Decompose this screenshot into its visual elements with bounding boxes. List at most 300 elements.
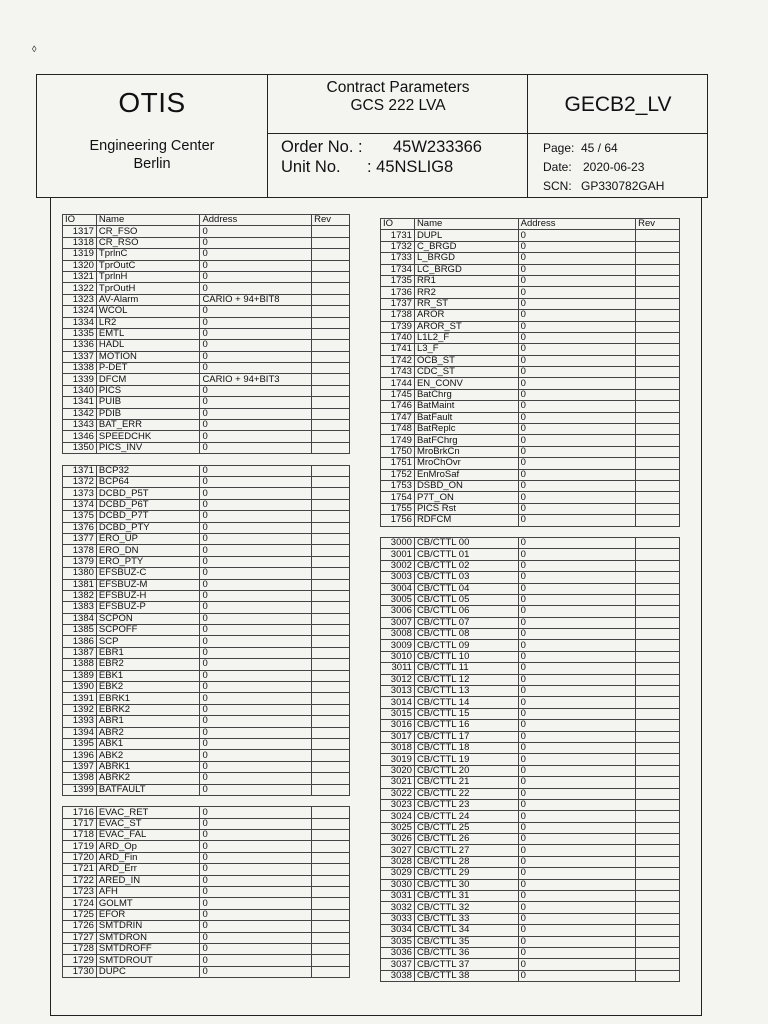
- io-cell: 3037: [381, 959, 415, 970]
- address-cell: 0: [518, 731, 635, 742]
- name-cell: CB/CTTL 06: [414, 606, 518, 617]
- name-cell: L1L2_F: [414, 332, 518, 343]
- address-cell: 0: [518, 674, 635, 685]
- table-row: [381, 401, 680, 412]
- io-cell: 3034: [381, 925, 415, 936]
- rev-cell: [312, 921, 350, 932]
- io-cell: 3002: [381, 560, 415, 571]
- name-cell: ARED_IN: [96, 875, 200, 886]
- table-row: [381, 515, 680, 526]
- address-cell: 0: [518, 480, 635, 491]
- name-cell: CB/CTTL 13: [414, 686, 518, 697]
- table-row: [63, 852, 350, 863]
- name-cell: AFH: [96, 887, 200, 898]
- rev-cell: [636, 799, 680, 810]
- table-row: [381, 697, 680, 708]
- rev-cell: [636, 355, 680, 366]
- rev-cell: [636, 640, 680, 651]
- name-cell: EBRK2: [96, 704, 200, 715]
- name-cell: CB/CTTL 31: [414, 891, 518, 902]
- rev-cell: [312, 579, 350, 590]
- io-cell: 1727: [63, 932, 97, 943]
- table-row: [63, 237, 350, 248]
- address-cell: 0: [200, 636, 312, 647]
- unit-value: : 45NSLIG8: [367, 158, 454, 176]
- io-cell: 3021: [381, 777, 415, 788]
- io-cell: 3014: [381, 697, 415, 708]
- rev-cell: [636, 435, 680, 446]
- name-cell: WCOL: [96, 306, 200, 317]
- name-cell: CB/CTTL 03: [414, 572, 518, 583]
- io-cell: 1390: [63, 682, 97, 693]
- name-cell: MroChOvr: [414, 458, 518, 469]
- rev-cell: [636, 742, 680, 753]
- io-cell: 1381: [63, 579, 97, 590]
- io-cell: 1319: [63, 249, 97, 260]
- name-cell: DCBD_P6T: [96, 499, 200, 510]
- rev-cell: [636, 298, 680, 309]
- name-cell: LR2: [96, 317, 200, 328]
- table-row: [381, 936, 680, 947]
- table-row: [63, 898, 350, 909]
- page-value: 45 / 64: [581, 141, 618, 155]
- name-cell: AROR_ST: [414, 321, 518, 332]
- address-cell: 0: [518, 640, 635, 651]
- address-cell: 0: [518, 970, 635, 981]
- table-row: [63, 784, 350, 795]
- rev-cell: [636, 663, 680, 674]
- name-cell: BCP32: [96, 465, 200, 476]
- address-cell: 0: [518, 868, 635, 879]
- table-row: [381, 469, 680, 480]
- table-row: [63, 807, 350, 818]
- io-cell: 1337: [63, 351, 97, 362]
- name-cell: ABR1: [96, 716, 200, 727]
- address-cell: 0: [200, 784, 312, 795]
- table-row: [63, 385, 350, 396]
- table-row: [63, 750, 350, 761]
- address-cell: 0: [518, 788, 635, 799]
- name-cell: SMTDROUT: [96, 955, 200, 966]
- table-row: [381, 503, 680, 514]
- address-cell: 0: [518, 822, 635, 833]
- io-cell: 3015: [381, 708, 415, 719]
- address-cell: 0: [518, 435, 635, 446]
- name-cell: CB/CTTL 01: [414, 549, 518, 560]
- io-cell: 3028: [381, 856, 415, 867]
- rev-cell: [636, 686, 680, 697]
- rev-cell: [636, 868, 680, 879]
- name-cell: L3_F: [414, 344, 518, 355]
- brand-logo: OTIS: [118, 87, 186, 118]
- name-cell: ABK1: [96, 738, 200, 749]
- rev-cell: [636, 378, 680, 389]
- io-cell: 1372: [63, 476, 97, 487]
- name-cell: CB/CTTL 28: [414, 856, 518, 867]
- io-cell: 1719: [63, 841, 97, 852]
- io-cell: 1750: [381, 446, 415, 457]
- rev-cell: [312, 761, 350, 772]
- io-cell: 1398: [63, 773, 97, 784]
- name-cell: EN_CONV: [414, 378, 518, 389]
- name-cell: EBK1: [96, 670, 200, 681]
- address-cell: [518, 526, 635, 537]
- address-cell: 0: [518, 583, 635, 594]
- address-cell: 0: [518, 936, 635, 947]
- name-cell: EBK2: [96, 682, 200, 693]
- io-cell: 1743: [381, 367, 415, 378]
- name-cell: TprlnH: [96, 271, 200, 282]
- rev-cell: [312, 727, 350, 738]
- rev-cell: [312, 363, 350, 374]
- name-cell: CB/CTTL 04: [414, 583, 518, 594]
- rev-cell: [636, 446, 680, 457]
- io-cell: 3032: [381, 902, 415, 913]
- table-row: [63, 966, 350, 977]
- table-row: [381, 891, 680, 902]
- address-cell: 0: [518, 344, 635, 355]
- address-cell: 0: [200, 830, 312, 841]
- io-cell: 1387: [63, 647, 97, 658]
- address-cell: CARIO + 94+BIT3: [200, 374, 312, 385]
- name-cell: CB/CTTL 32: [414, 902, 518, 913]
- io-cell: 1321: [63, 271, 97, 282]
- io-cell: 1734: [381, 264, 415, 275]
- address-cell: 0: [200, 898, 312, 909]
- rev-cell: [312, 488, 350, 499]
- address-cell: 0: [518, 549, 635, 560]
- rev-cell: [312, 670, 350, 681]
- order-value: 45W233366: [393, 138, 482, 156]
- rev-cell: [636, 503, 680, 514]
- rev-cell: [312, 875, 350, 886]
- rev-cell: [312, 636, 350, 647]
- table-row: [63, 511, 350, 522]
- rev-cell: [636, 412, 680, 423]
- io-cell: 1391: [63, 693, 97, 704]
- table-row: [63, 955, 350, 966]
- io-cell: 1318: [63, 237, 97, 248]
- io-cell: [63, 454, 97, 465]
- rev-cell: [312, 545, 350, 556]
- table-row: [381, 913, 680, 924]
- rev-cell: [636, 594, 680, 605]
- table-row: [381, 754, 680, 765]
- name-cell: MOTION: [96, 351, 200, 362]
- io-cell: 1748: [381, 424, 415, 435]
- address-cell: 0: [200, 545, 312, 556]
- name-cell: CB/CTTL 29: [414, 868, 518, 879]
- io-table-left: [62, 214, 350, 978]
- name-cell: C_BRGD: [414, 241, 518, 252]
- rev-cell: [636, 856, 680, 867]
- table-row: [381, 765, 680, 776]
- name-cell: SMTDROFF: [96, 944, 200, 955]
- io-cell: 1376: [63, 522, 97, 533]
- rev-cell: [636, 617, 680, 628]
- table-gap-row: [381, 526, 680, 537]
- rev-cell: [312, 420, 350, 431]
- address-cell: 0: [200, 317, 312, 328]
- io-cell: 3031: [381, 891, 415, 902]
- rev-cell: [636, 275, 680, 286]
- rev-cell: [636, 788, 680, 799]
- table-row: [381, 970, 680, 981]
- io-cell: 3025: [381, 822, 415, 833]
- io-cell: 1716: [63, 807, 97, 818]
- col-address: Address: [200, 215, 312, 226]
- name-cell: EBR1: [96, 647, 200, 658]
- table-row: [63, 271, 350, 282]
- table-row: [381, 253, 680, 264]
- table-row: [63, 568, 350, 579]
- table-row: [381, 742, 680, 753]
- name-cell: EVAC_ST: [96, 818, 200, 829]
- io-cell: 1382: [63, 590, 97, 601]
- name-cell: CB/CTTL 14: [414, 697, 518, 708]
- name-cell: EFSBUZ-P: [96, 602, 200, 613]
- io-cell: 3001: [381, 549, 415, 560]
- rev-cell: [636, 253, 680, 264]
- table-row: [381, 868, 680, 879]
- rev-cell: [636, 549, 680, 560]
- address-cell: 0: [200, 385, 312, 396]
- name-cell: SCPOFF: [96, 625, 200, 636]
- name-cell: ABRK1: [96, 761, 200, 772]
- io-cell: 1747: [381, 412, 415, 423]
- name-cell: SMTDRON: [96, 932, 200, 943]
- io-cell: 3006: [381, 606, 415, 617]
- name-cell: ARD_Op: [96, 841, 200, 852]
- table-row: [63, 260, 350, 271]
- rev-cell: [312, 533, 350, 544]
- table-row: [381, 332, 680, 343]
- io-cell: 1735: [381, 275, 415, 286]
- io-cell: [381, 526, 415, 537]
- rev-cell: [636, 367, 680, 378]
- address-cell: 0: [518, 241, 635, 252]
- rev-cell: [312, 625, 350, 636]
- name-cell: HADL: [96, 340, 200, 351]
- table-row: [381, 879, 680, 890]
- name-cell: SCP: [96, 636, 200, 647]
- name-cell: ABR2: [96, 727, 200, 738]
- name-cell: CB/CTTL 07: [414, 617, 518, 628]
- io-cell: 1745: [381, 389, 415, 400]
- name-cell: CB/CTTL 26: [414, 834, 518, 845]
- rev-cell: [312, 784, 350, 795]
- rev-cell: [636, 777, 680, 788]
- table-row: [63, 636, 350, 647]
- table-row: [63, 625, 350, 636]
- rev-cell: [312, 864, 350, 875]
- table-row: [63, 249, 350, 260]
- table-row: [381, 777, 680, 788]
- table-row: [63, 442, 350, 453]
- address-cell: 0: [200, 716, 312, 727]
- address-cell: 0: [518, 458, 635, 469]
- table-row: [381, 537, 680, 548]
- rev-cell: [312, 887, 350, 898]
- table-row: [63, 647, 350, 658]
- name-cell: BatFault: [414, 412, 518, 423]
- rev-cell: [312, 807, 350, 818]
- io-cell: [63, 795, 97, 806]
- table-row: [381, 629, 680, 640]
- rev-cell: [636, 572, 680, 583]
- table-row: [63, 476, 350, 487]
- io-cell: 3036: [381, 948, 415, 959]
- name-cell: CB/CTTL 16: [414, 720, 518, 731]
- address-cell: 0: [518, 742, 635, 753]
- corner-mark: ◊: [32, 44, 37, 54]
- address-cell: 0: [200, 556, 312, 567]
- io-cell: 1389: [63, 670, 97, 681]
- name-cell: CB/CTTL 09: [414, 640, 518, 651]
- name-cell: CB/CTTL 12: [414, 674, 518, 685]
- address-cell: 0: [200, 283, 312, 294]
- io-cell: 1736: [381, 287, 415, 298]
- table-row: [381, 389, 680, 400]
- rev-cell: [636, 606, 680, 617]
- io-cell: 1386: [63, 636, 97, 647]
- io-cell: 1756: [381, 515, 415, 526]
- table-row: [63, 226, 350, 237]
- table-row: [63, 488, 350, 499]
- rev-cell: [312, 271, 350, 282]
- table-row: [63, 420, 350, 431]
- name-cell: DCBD_P7T: [96, 511, 200, 522]
- table-row: [63, 693, 350, 704]
- rev-cell: [312, 226, 350, 237]
- name-cell: CB/CTTL 35: [414, 936, 518, 947]
- io-cell: 1317: [63, 226, 97, 237]
- address-cell: 0: [200, 579, 312, 590]
- table-row: [381, 834, 680, 845]
- address-cell: 0: [200, 647, 312, 658]
- scn-value: GP330782GAH: [581, 179, 665, 193]
- io-cell: 3010: [381, 651, 415, 662]
- name-cell: EVAC_RET: [96, 807, 200, 818]
- table-row: [381, 925, 680, 936]
- name-cell: DFCM: [96, 374, 200, 385]
- center-line-2: Berlin: [133, 156, 171, 172]
- rev-cell: [312, 818, 350, 829]
- center-line-1: Engineering Center: [89, 138, 215, 154]
- name-cell: EFOR: [96, 909, 200, 920]
- io-cell: 1397: [63, 761, 97, 772]
- io-cell: 1375: [63, 511, 97, 522]
- name-cell: BCP64: [96, 476, 200, 487]
- rev-cell: [636, 629, 680, 640]
- table-gap-row: [63, 795, 350, 806]
- io-cell: 1720: [63, 852, 97, 863]
- rev-cell: [312, 795, 350, 806]
- name-cell: SPEEDCHK: [96, 431, 200, 442]
- address-cell: 0: [518, 355, 635, 366]
- table-row: [381, 287, 680, 298]
- io-cell: 1346: [63, 431, 97, 442]
- name-cell: EMTL: [96, 328, 200, 339]
- name-cell: CB/CTTL 15: [414, 708, 518, 719]
- address-cell: 0: [200, 568, 312, 579]
- table-row: [63, 864, 350, 875]
- io-cell: 3033: [381, 913, 415, 924]
- rev-cell: [312, 317, 350, 328]
- io-cell: 3019: [381, 754, 415, 765]
- table-row: [63, 294, 350, 305]
- io-cell: 1378: [63, 545, 97, 556]
- address-cell: 0: [200, 249, 312, 260]
- io-cell: 1395: [63, 738, 97, 749]
- table-row: [63, 340, 350, 351]
- rev-cell: [312, 431, 350, 442]
- address-cell: 0: [518, 697, 635, 708]
- table-row: [63, 363, 350, 374]
- io-cell: 1336: [63, 340, 97, 351]
- address-cell: 0: [518, 253, 635, 264]
- io-cell: 1335: [63, 328, 97, 339]
- address-cell: 0: [518, 412, 635, 423]
- io-cell: 1718: [63, 830, 97, 841]
- io-cell: 1730: [63, 966, 97, 977]
- name-cell: TprlnC: [96, 249, 200, 260]
- io-cell: 1733: [381, 253, 415, 264]
- address-cell: 0: [518, 799, 635, 810]
- address-cell: 0: [200, 397, 312, 408]
- table-row: [381, 583, 680, 594]
- address-cell: 0: [200, 761, 312, 772]
- table-row: [63, 283, 350, 294]
- name-cell: CB/CTTL 36: [414, 948, 518, 959]
- table-row: [381, 902, 680, 913]
- address-cell: 0: [200, 909, 312, 920]
- rev-cell: [636, 515, 680, 526]
- io-cell: 1339: [63, 374, 97, 385]
- rev-cell: [312, 738, 350, 749]
- rev-cell: [636, 287, 680, 298]
- rev-cell: [312, 568, 350, 579]
- rev-cell: [636, 241, 680, 252]
- name-cell: DCBD_PTY: [96, 522, 200, 533]
- address-cell: 0: [200, 408, 312, 419]
- io-cell: 1722: [63, 875, 97, 886]
- io-cell: 1752: [381, 469, 415, 480]
- table-row: [381, 549, 680, 560]
- address-cell: 0: [518, 948, 635, 959]
- table-row: [381, 606, 680, 617]
- io-cell: 3038: [381, 970, 415, 981]
- table-row: [63, 932, 350, 943]
- rev-cell: [312, 750, 350, 761]
- io-cell: 1751: [381, 458, 415, 469]
- io-cell: 1726: [63, 921, 97, 932]
- doc-line-2: GCS 222 LVA: [350, 97, 446, 114]
- io-cell: 3020: [381, 765, 415, 776]
- table-row: [381, 458, 680, 469]
- name-cell: EFSBUZ-M: [96, 579, 200, 590]
- name-cell: MroBrkCn: [414, 446, 518, 457]
- rev-cell: [636, 424, 680, 435]
- rev-cell: [312, 659, 350, 670]
- name-cell: OCB_ST: [414, 355, 518, 366]
- address-cell: 0: [518, 708, 635, 719]
- address-cell: 0: [518, 834, 635, 845]
- table-row: [381, 355, 680, 366]
- name-cell: CB/CTTL 00: [414, 537, 518, 548]
- document-header: [36, 74, 708, 198]
- table-row: [63, 909, 350, 920]
